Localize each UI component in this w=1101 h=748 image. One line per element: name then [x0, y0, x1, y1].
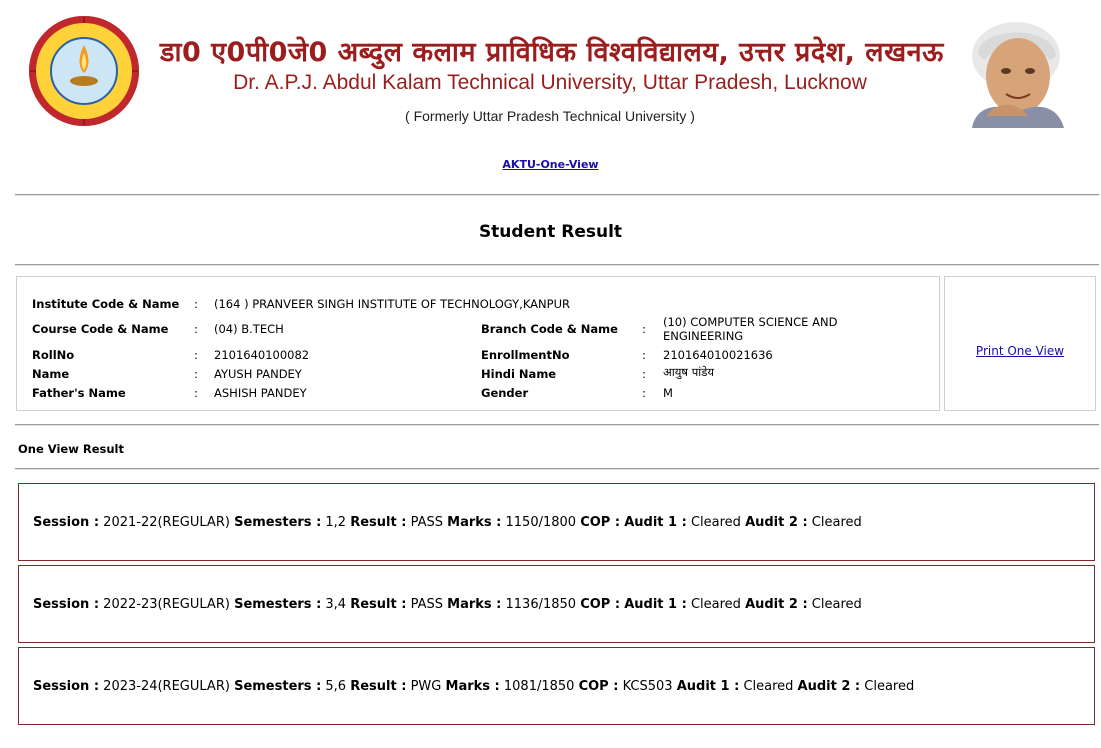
- audit2-label: Audit 2 :: [745, 597, 808, 612]
- branch-label: Branch Code & Name: [481, 322, 618, 336]
- name-label: Name: [32, 367, 70, 381]
- marks-value: 1081/1850: [503, 679, 575, 694]
- colon: :: [194, 322, 198, 336]
- cop-label: COP :: [580, 515, 621, 530]
- student-info-panel: [16, 276, 940, 411]
- father-name-label: Father's Name: [32, 386, 126, 400]
- semesters-label: Semesters :: [234, 515, 322, 530]
- divider: [15, 424, 1099, 426]
- audit1-value: Cleared: [743, 679, 794, 694]
- result-label: Result :: [350, 515, 407, 530]
- rollno-label: RollNo: [32, 348, 75, 362]
- session-result-line: [33, 679, 914, 694]
- name-value: AYUSH PANDEY: [214, 367, 302, 381]
- session-result-card: [18, 483, 1095, 561]
- one-view-result-heading: One View Result: [18, 442, 124, 456]
- enrollment-value: 210164010021636: [663, 348, 773, 362]
- semesters-value: 3,4: [325, 597, 347, 612]
- branch-value-line1: (10) COMPUTER SCIENCE AND: [663, 315, 838, 329]
- colon: :: [194, 386, 198, 400]
- apj-abdul-kalam-portrait-icon: [958, 16, 1076, 128]
- semesters-label: Semesters :: [234, 679, 322, 694]
- session-value: 2022-23(REGULAR): [103, 597, 230, 612]
- institute-label: Institute Code & Name: [32, 297, 180, 311]
- page-title: Student Result: [478, 222, 623, 242]
- print-panel: [944, 276, 1096, 411]
- cop-label: COP :: [578, 679, 619, 694]
- branch-value-line2: ENGINEERING: [663, 329, 744, 343]
- session-value: 2023-24(REGULAR): [103, 679, 230, 694]
- colon: :: [642, 367, 646, 381]
- divider: [15, 264, 1099, 266]
- audit2-label: Audit 2 :: [797, 679, 861, 694]
- marks-label: Marks :: [445, 679, 500, 694]
- result-value: PASS: [410, 515, 443, 530]
- university-title-english: Dr. A.P.J. Abdul Kalam Technical University, Uttar Pradesh, Lucknow: [233, 71, 867, 94]
- session-result-card: [18, 565, 1095, 643]
- result-label: Result :: [350, 597, 407, 612]
- cop-value: KCS503: [622, 679, 673, 694]
- colon: :: [194, 367, 198, 381]
- hindi-name-label: Hindi Name: [481, 367, 557, 381]
- gender-label: Gender: [481, 386, 529, 400]
- session-result-line: [33, 515, 862, 530]
- audit1-label: Audit 1 :: [624, 597, 687, 612]
- colon: :: [194, 297, 198, 311]
- aktu-one-view-link[interactable]: AKTU-One-View: [502, 158, 599, 171]
- audit2-value: Cleared: [811, 515, 862, 530]
- rollno-value: 2101640100082: [214, 348, 310, 362]
- enrollment-label: EnrollmentNo: [481, 348, 570, 362]
- colon: :: [642, 322, 646, 336]
- marks-label: Marks :: [447, 597, 502, 612]
- audit1-value: Cleared: [690, 515, 741, 530]
- university-formerly-text: ( Formerly Uttar Pradesh Technical University ): [405, 108, 695, 124]
- audit2-value: Cleared: [811, 597, 862, 612]
- semesters-value: 1,2: [325, 515, 347, 530]
- session-label: Session :: [33, 597, 100, 612]
- semesters-value: 5,6: [325, 679, 347, 694]
- marks-label: Marks :: [447, 515, 502, 530]
- colon: :: [194, 348, 198, 362]
- one-view-link-container: [0, 158, 1101, 171]
- session-label: Session :: [33, 515, 100, 530]
- audit2-label: Audit 2 :: [745, 515, 808, 530]
- result-label: Result :: [350, 679, 407, 694]
- print-one-view-link[interactable]: Print One View: [975, 344, 1065, 358]
- session-label: Session :: [33, 679, 100, 694]
- audit1-label: Audit 1 :: [624, 515, 687, 530]
- course-label: Course Code & Name: [32, 322, 169, 336]
- cop-label: COP :: [580, 597, 621, 612]
- university-seal-icon: [28, 15, 140, 127]
- session-result-card: [18, 647, 1095, 725]
- divider: [15, 468, 1099, 470]
- result-value: PWG: [410, 679, 442, 694]
- marks-value: 1150/1800: [505, 515, 577, 530]
- divider: [15, 194, 1099, 196]
- marks-value: 1136/1850: [505, 597, 577, 612]
- father-name-value: ASHISH PANDEY: [214, 386, 307, 400]
- audit1-label: Audit 1 :: [676, 679, 740, 694]
- gender-value: M: [663, 386, 673, 400]
- hindi-name-value: आयुष पांडेय: [663, 365, 715, 379]
- colon: :: [642, 348, 646, 362]
- audit1-value: Cleared: [690, 597, 741, 612]
- session-value: 2021-22(REGULAR): [103, 515, 230, 530]
- course-value: (04) B.TECH: [214, 322, 284, 336]
- colon: :: [642, 386, 646, 400]
- institute-value: (164 ) PRANVEER SINGH INSTITUTE OF TECHNOLOGY,KANPUR: [214, 297, 570, 311]
- university-title-hindi: डा0 ए0पी0जे0 अब्दुल कलाम प्राविधिक विश्वविद्यालय, उत्तर प्रदेश, लखनऊ: [160, 37, 944, 68]
- session-result-line: [33, 597, 862, 612]
- audit2-value: Cleared: [864, 679, 915, 694]
- semesters-label: Semesters :: [234, 597, 322, 612]
- result-value: PASS: [410, 597, 443, 612]
